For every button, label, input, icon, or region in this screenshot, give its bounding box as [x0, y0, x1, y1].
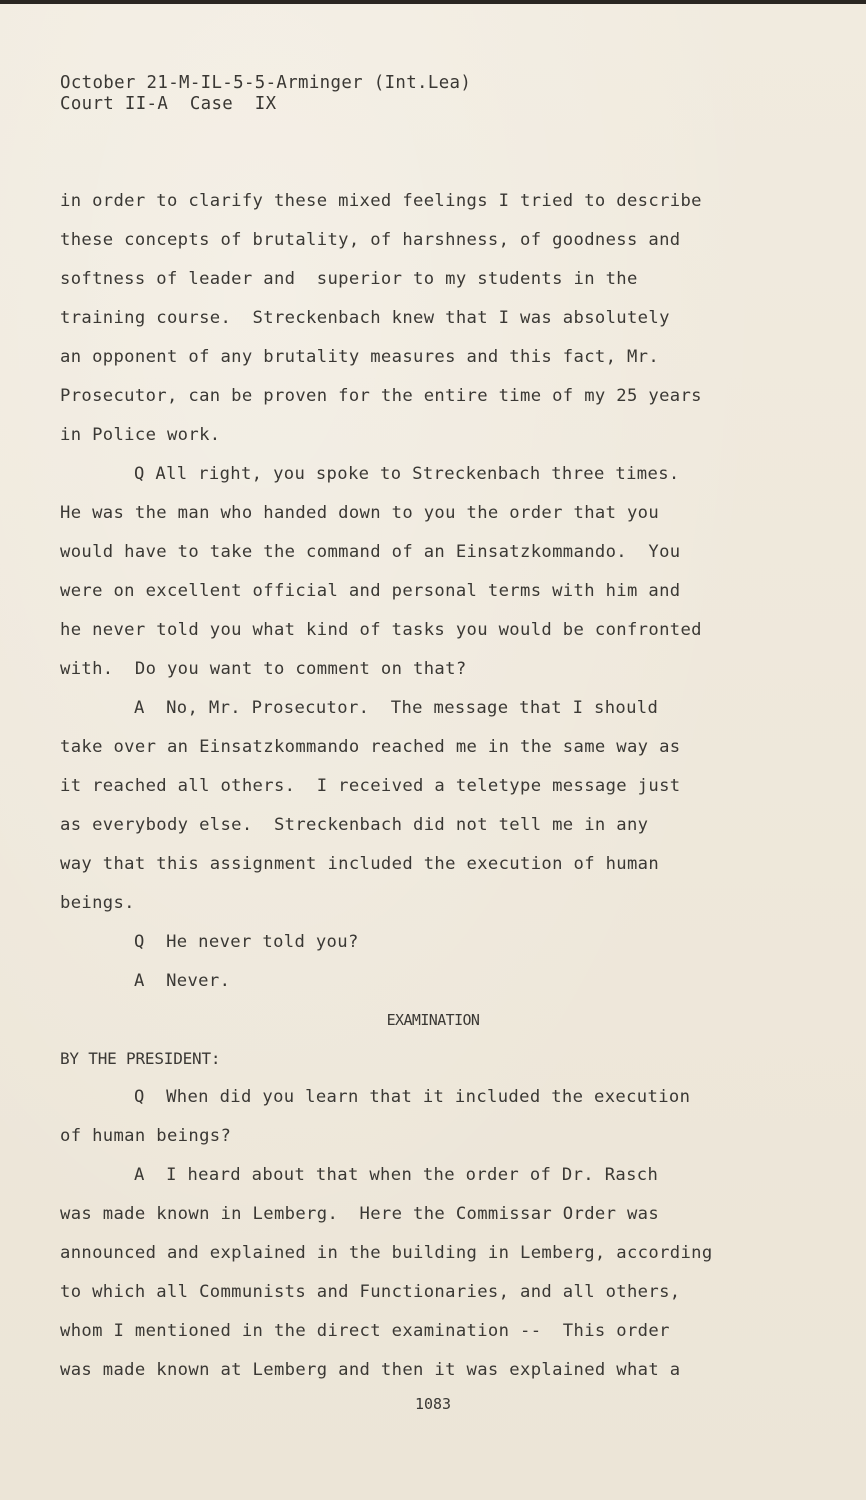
text-line: beings.: [60, 893, 135, 913]
answer-line: A I heard about that when the order of Dr. Rasch: [134, 1165, 659, 1185]
page-number: 1083: [414, 1395, 452, 1413]
text-line: in Police work.: [60, 425, 221, 445]
question-line: Q He never told you?: [134, 932, 359, 952]
text-line: it reached all others. I received a teletype message just: [60, 776, 681, 796]
question-line: Q When did you learn that it included the execution: [134, 1087, 691, 1107]
text-line: take over an Einsatzkommando reached me in the same way as: [60, 737, 681, 757]
text-line: he never told you what kind of tasks you would be confronted: [60, 620, 702, 640]
text-line: in order to clarify these mixed feelings I tried to describe: [60, 191, 702, 211]
text-line: was made known at Lemberg and then it was explained what a: [60, 1360, 681, 1380]
question-line: Q All right, you spoke to Streckenbach three times.: [134, 464, 680, 484]
header-line-1: October 21-M-IL-5-5-Arminger (Int.Lea): [60, 73, 472, 93]
text-line: was made known in Lemberg. Here the Commissar Order was: [60, 1204, 660, 1224]
text-line: announced and explained in the building in Lemberg, according: [60, 1243, 713, 1263]
text-line: way that this assignment included the execution of human: [60, 854, 660, 874]
text-line: of human beings?: [60, 1126, 232, 1146]
answer-line: A No, Mr. Prosecutor. The message that I should: [134, 698, 659, 718]
text-line: training course. Streckenbach knew that I was absolutely: [60, 308, 670, 328]
text-line: these concepts of brutality, of harshness, of goodness and: [60, 230, 681, 250]
header-line-2: Court II-A Case IX: [60, 94, 277, 114]
answer-line: A Never.: [134, 971, 231, 991]
text-line: with. Do you want to comment on that?: [60, 659, 467, 679]
scan-top-edge: [0, 0, 866, 4]
text-line: softness of leader and superior to my students in the: [60, 269, 638, 289]
text-line: would have to take the command of an Einsatzkommando. You: [60, 542, 681, 562]
text-line: an opponent of any brutality measures and this fact, Mr.: [60, 347, 660, 367]
text-line: He was the man who handed down to you the order that you: [60, 503, 660, 523]
text-line: whom I mentioned in the direct examination -- This order: [60, 1321, 670, 1341]
section-heading: EXAMINATION: [386, 1011, 480, 1029]
text-line: to which all Communists and Functionaries, and all others,: [60, 1282, 681, 1302]
text-line: as everybody else. Streckenbach did not tell me in any: [60, 815, 649, 835]
text-line: Prosecutor, can be proven for the entire time of my 25 years: [60, 386, 702, 406]
text-line: were on excellent official and personal terms with him and: [60, 581, 681, 601]
by-line: BY THE PRESIDENT:: [60, 1049, 221, 1068]
